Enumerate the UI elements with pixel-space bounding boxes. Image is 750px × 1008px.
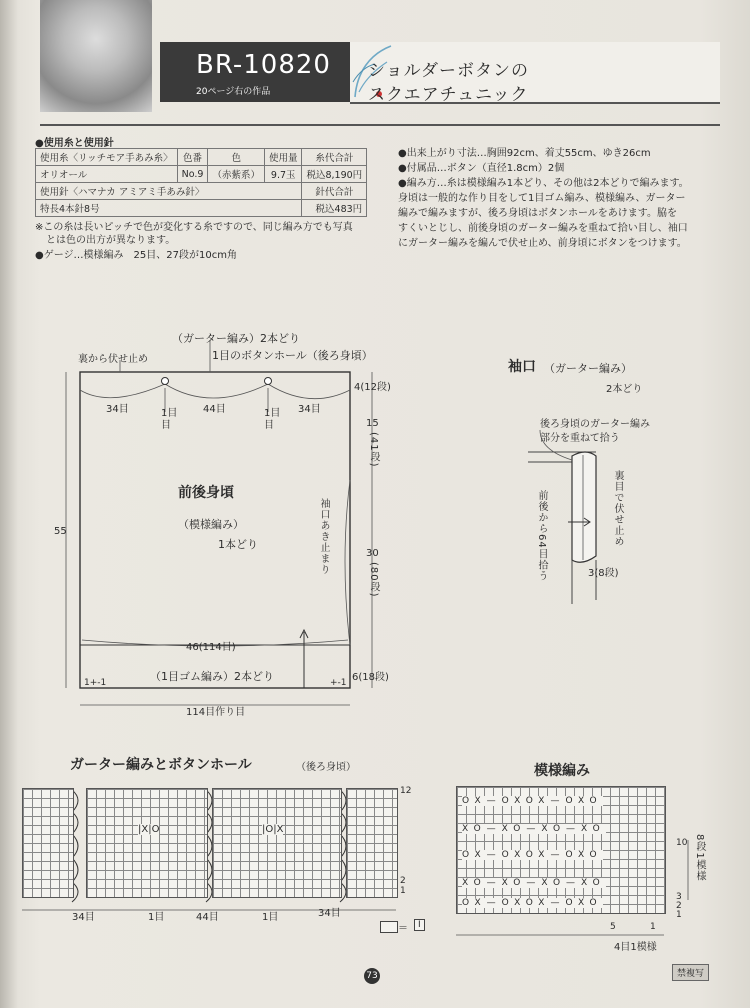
- row-number: 1: [676, 910, 682, 920]
- yarn-cell: 9.7玉: [264, 166, 302, 183]
- cuff-note: 部分を重ねて拾う: [540, 433, 620, 444]
- segment-label: 34目: [72, 912, 95, 923]
- row-number: 2: [676, 901, 682, 911]
- needle-header-cell: 針代合計: [302, 183, 367, 200]
- method-line: 編みで編みますが、後ろ身頃はボタンホールをあけます。脇を: [398, 208, 677, 219]
- row-count-label: (80段): [368, 562, 379, 598]
- cuff-strands: 2本どり: [606, 384, 643, 395]
- length-label: 55: [54, 526, 67, 537]
- segment-label: 1目: [148, 912, 165, 923]
- garter-chart-grid: [346, 788, 398, 898]
- segment-label: 1目: [161, 408, 178, 419]
- pattern-row-symbols: XO—XO—XO—XO: [462, 824, 606, 834]
- pattern-column-repeat: 4目1模様: [614, 942, 657, 953]
- needle-cell: 税込483円: [302, 200, 367, 217]
- cuff-pickup: 前後から64目拾う: [536, 490, 547, 582]
- buttonhole-symbol: |O|X: [262, 824, 284, 835]
- neck-band-label: （ガーター編み）2本どり: [172, 332, 300, 345]
- bind-off-label: 裏から伏せ止め: [78, 354, 148, 365]
- segment-label: 目: [264, 420, 274, 431]
- pattern-row-symbols: OX—OXOX—OXO: [462, 796, 603, 806]
- stitch-label: （模様編み）: [178, 518, 244, 531]
- segment-label: 34目: [298, 404, 321, 415]
- yarn-header-cell: 使用量: [264, 149, 302, 166]
- segment-label: 34目: [106, 404, 129, 415]
- copyright-stamp: 禁複写: [672, 964, 709, 981]
- segment-label: 目: [161, 420, 171, 431]
- row-number: 1: [400, 886, 406, 896]
- page-number: 73: [364, 968, 380, 984]
- materials-heading: ●使用糸と使用針: [35, 138, 114, 149]
- row-count-label: 30: [366, 548, 379, 559]
- needle-header-cell: 使用針〈ハマナカ アミアミ手あみ針〉: [36, 183, 302, 200]
- notions: ●付属品…ボタン（直径1.8cm）2個: [398, 163, 565, 174]
- method-line: すくいとじし、前後身頃のガーター編みを重ねて拾い目し、袖口: [398, 223, 688, 234]
- method-line: にガーター編みを編んで伏せ止め、前身頃にボタンをつけます。: [398, 238, 687, 249]
- segment-label: 1目: [264, 408, 281, 419]
- strands-label: 1本どり: [218, 538, 258, 551]
- gauge: ●ゲージ…模様編み 25目、27段が10cm角: [35, 250, 237, 261]
- title-line2: スクエアチュニック: [368, 85, 529, 105]
- yarn-header-cell: 糸代合計: [302, 149, 367, 166]
- garter-chart-title: ガーター編みとボタンホール: [70, 757, 252, 773]
- yarn-header-cell: 使用糸〈リッチモア手あみ糸〉: [36, 149, 178, 166]
- buttonhole-symbol: |X|O: [138, 824, 160, 835]
- pattern-row-symbols: OX—OXOX—OXO: [462, 898, 603, 908]
- segment-label: 34目: [318, 908, 341, 919]
- pattern-chart-title: 模様編み: [534, 763, 590, 779]
- legend-blank-cell: [380, 921, 398, 933]
- edge-mark: +-1: [330, 678, 347, 688]
- sleeve-opening-label: 袖口あき止まり: [318, 498, 329, 575]
- method-line: ●編み方…糸は模様編み1本どり、その他は2本どりで編みます。: [398, 178, 689, 189]
- edge-mark: 1+-1: [84, 678, 107, 688]
- pattern-subtitle: 20ページ右の作品: [196, 87, 271, 97]
- legend-knit-symbol: I: [414, 919, 425, 931]
- pattern-code: BR-10820: [196, 50, 331, 80]
- column-number: 1: [650, 922, 656, 932]
- cast-on-label: 114目作り目: [186, 707, 246, 718]
- width-label: 46(114目): [186, 642, 236, 653]
- cuff-bindoff: 裏目で伏せ止め: [612, 470, 623, 547]
- row-number: 2: [400, 876, 406, 886]
- yarn-cell: 税込8,190円: [302, 166, 367, 183]
- row-count-label: 15: [366, 418, 379, 429]
- yarn-cell: オリオール: [36, 166, 178, 183]
- cuff-title: 袖口: [508, 359, 536, 375]
- segment-label: 44目: [196, 912, 219, 923]
- garter-chart-subtitle: （後ろ身頃）: [296, 762, 356, 773]
- yarn-header-cell: 色番: [177, 149, 208, 166]
- piece-name: 前後身頃: [178, 485, 234, 501]
- method-line: 身頃は一般的な作り目をして1目ゴム編み、模様編み、ガーター: [398, 193, 686, 204]
- buttonhole-label: 1目のボタンホール（後ろ身頃）: [212, 349, 373, 362]
- pattern-repeat-label: 8段1模様: [694, 834, 705, 882]
- yarn-header-cell: 色: [208, 149, 265, 166]
- row-number: 3: [676, 892, 682, 902]
- title-line1: ショルダーボタンの: [368, 61, 529, 81]
- cuff-stitch: （ガーター編み）: [544, 362, 632, 375]
- yarn-cell: （赤紫系）: [208, 166, 265, 183]
- pattern-row-symbols: OX—OXOX—OXO: [462, 850, 603, 860]
- garter-chart-grid: [86, 788, 208, 898]
- cuff-rows: 3(8段): [588, 568, 619, 579]
- finished-size: ●出来上がり寸法…胸囲92cm、着丈55cm、ゆき26cm: [398, 148, 651, 159]
- segment-label: 1目: [262, 912, 279, 923]
- row-count-label: 6(18段): [352, 672, 389, 683]
- rib-label: （1目ゴム編み）2本どり: [150, 670, 274, 683]
- garter-chart-grid: [212, 788, 342, 898]
- legend-equals: ＝: [398, 923, 408, 934]
- needle-cell: 特長4本針8号: [36, 200, 302, 217]
- materials-note: とは色の出方が異なります。: [46, 235, 176, 246]
- row-number: 10: [676, 838, 688, 848]
- segment-label: 44目: [203, 404, 226, 415]
- pattern-row-symbols: XO—XO—XO—XO: [462, 878, 606, 888]
- materials-note: ※この糸は長いピッチで色が変化する糸ですので、同じ編み方でも写真: [35, 222, 353, 233]
- row-count-label: (41段): [368, 432, 379, 468]
- column-number: 5: [610, 922, 616, 932]
- row-number: 12: [400, 786, 412, 796]
- yarn-cell: No.9: [177, 166, 208, 183]
- cuff-note: 後ろ身頃のガーター編み: [540, 419, 650, 430]
- garter-chart-grid: [22, 788, 74, 898]
- row-count-label: 4(12段): [354, 382, 391, 393]
